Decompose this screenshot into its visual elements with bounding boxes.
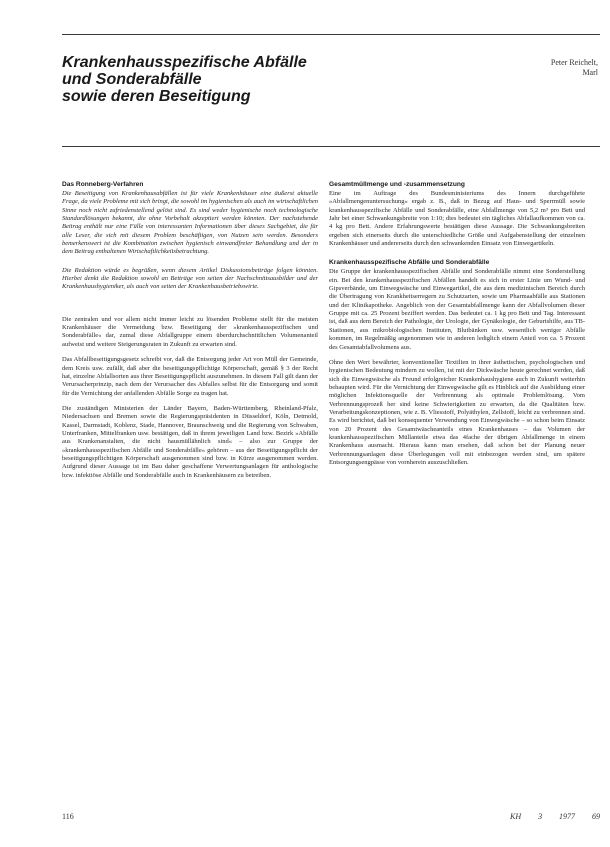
journal-year: 1977 xyxy=(559,812,576,821)
section-heading: Das Ronneberg-Verfahren xyxy=(62,181,144,188)
author-city: Marl xyxy=(582,68,598,77)
title-rule xyxy=(62,146,600,147)
title-line-3: sowie deren Beseitigung xyxy=(62,88,251,105)
editorial-intro-paragraph: Die Beseitigung von Krankenhausabfällen ist für viele Krankenhäuser eine äußerst aktuelle Frage, da viele Probleme mit sich bringt, die sowohl im hygienischen als auch im wirtschaftlichen Sinne noch nicht zufriedenstellend gelöst sind. Es sind weder hygienische noch technologische Standardlösungen bekannt, die ohne Vorbehalt akzeptiert werden könnten. Der nachstehende Beitrag enthält nur eine Fülle von interessanten Informationen über dieses Sachgebiet, die für alle Leser, die sich mit diesem Problem beschäftigen, von Nutzen sein werden. Besonders bemerkenswert ist die Kombination zwischen hygienisch einwandfreier Behandlung und der in dem Beitrag enthaltenen Wirtschaftlichkeitsbetrachtung. xyxy=(62,190,318,256)
body-paragraph: Eine im Auftrage des Bundesministeriums des Innern durchgeführte »Abfallmengenuntersuchung« ergab z. B., daß in Bezug auf Haus- und Sperrmüll sowie krankenhausspezifische Abfälle und Sonderabfälle, eine Abfallmenge von 5,2 m³ pro Bett und Jahr bei einer Schwankungsbreite von 1:10; dies bedeutet ein tägliches Abfallaufkommen von ca. 4 kg pro Bett. Andere Erfahrungswerte bestätigen diese Aussage. Die Schwankungsbreiten ergeben sich einerseits durch die unterschiedliche Größe und Aufgabenstellung der einzelnen Krankenhäuser und andererseits durch den schwankenden Einsatz von Einwegartikeln. xyxy=(329,190,585,248)
body-paragraph: Ohne den Wert bewährter, konventioneller Textilien in ihrer ästhetischen, psychologischen und hygienischen Bedeutung mindern zu wollen, ist mit der Dickwäsche heute gerechnet werden, daß sich die Einwegwäsche als Freund erfolgreicher Krankenhaushygiene auch in Zukunft weiterhin behaupten wird. Für die Vernichtung der Einwegwäsche gilt es Hinblick auf die Ausbildung einer möglichen Infektionsquelle der Verbrennung als optimale Problemlösung. Vom Verbrennungsprozeß her sind keine Schwierigkeiten zu erwarten, da die Qualitäten bzw. Verarbeitungskonzeptionen, wie z. B. Vliesstoff, Polyäthylen, Zellstoff, leicht zu verbrennen sind. Es wird berichtet, daß bei konsequenter Verwendung von Einwegwäsche – so schon beim Einsatz von 20 Prozent des Gesamtwäscheanteils eines Krankenhauses – das Volumen der krankenhausspezifischen Müllanteile etwa das 4fache der übrigen Abfallmenge in einem Krankenhaus ausmacht. Hieraus kann man ersehen, daß schon bei der Planung neuer Verbrennungsanlagen diese Überlegungen voll mit einbezogen werden sind, um spätere Entsorgungsengpässe von vornherein auszuschließen. xyxy=(329,358,585,466)
top-rule xyxy=(62,34,600,35)
title-line-1: Krankenhausspezifische Abfälle xyxy=(62,54,307,71)
body-paragraph: Die zentralen und vor allem nicht immer leicht zu lösenden Probleme stellt für die meisten Krankenhäuser die Vermeidung bzw. Beseitigung der »krankenhausspezifischen und Sonderabfälle« dar, zumal diese Abfallgruppe einem überdurchschnittlichen Volumenanteil aufweist und weitere Steigerungsraten in Zukunft zu erwarten sind. xyxy=(62,315,318,348)
section-heading: Krankenhausspezifische Abfälle und Sonderabfälle xyxy=(329,259,490,267)
author-byline xyxy=(551,58,598,78)
body-paragraph: Die zuständigen Ministerien der Länder Bayern, Baden-Württemberg, Rheinland-Pfalz, Niedersachsen und Bremen sowie die Regierungspräsidenten in Düsseldorf, Köln, Detmold, Kassel, Darmstadt, Koblenz, Stade, Hannover, Braunschweig und die Regierung von Schwaben, Unterfranken, Mittelfranken usw. bestätigen, daß in ihrem jeweiligen Land bzw. Bezirk »Abfälle aus Krankenanstalten, die nicht hausmüllähnlich sind« – also zur Gruppe der »krankenhausspezifischen Abfälle und Sonderabfälle« gehören – aus der Beseitigungspflicht der beseitigungspflichtigen Körperschaft ausgenommen sind bzw. in Kürze ausgenommen werden. Aufgrund dieser Aussage ist im Bau daher geschaffene Verwertungsanlagen für anthologische bzw. infektiöse Abfälle und Sonderabfälle auch in Krankenhäusern zu betreiben. xyxy=(62,404,318,479)
right-column xyxy=(329,180,585,467)
journal-name: KH xyxy=(510,812,522,821)
title-line-2: und Sonderabfälle xyxy=(62,71,202,88)
body-paragraph: Das Abfallbeseitigungsgesetz schreibt vor, daß die Entsorgung jeder Art von Müll der Gemeinde, dem Kreis usw. zufällt, daß aber die beseitigungspflichtige Körperschaft, gemäß § 3 der Recht hat, einzelne Abfallsorten aus ihrer Beseitigungspflicht auszunehmen. In diesem Fall gilt dann der Verursacherprinzip, nach dem der Verursacher des Abfalles selbst für die Entsorgung und somit für die Vernichtung der anfallenden Abfälle Sorge zu tragen hat. xyxy=(62,356,318,397)
left-column xyxy=(62,180,318,480)
editorial-note-paragraph: Die Redaktion würde es begrüßen, wenn diesem Artikel Diskussionsbeiträge folgen könnten. Hierbei denkt die Redaktion sowohl an Beiträge von seiten der Nachschnittsausbilder und der Krankenhaushygieniker, als auch von seiten der Krankenhausbetriebswirte. xyxy=(62,266,318,291)
journal-issue: 3 xyxy=(538,812,543,821)
article-title xyxy=(62,54,462,105)
author-name: Peter Reichelt, xyxy=(550,58,598,67)
journal-footer xyxy=(510,812,600,821)
page-number: 116 xyxy=(62,812,74,821)
section-heading: Gesamtmüllmenge und -zusammensetzung xyxy=(329,181,465,188)
body-paragraph: Die Gruppe der krankenhausspezifischen Abfälle und Sonderabfälle nimmt eine Sonderstellung ein. Bei den krankenhausspezifischen Abfällen handelt es sich in erster Linie um Wund- und Gipsverbände, um Einwegwäsche und Einwegartikel, die aus dem medizinischen Bereich durch die Übertragung von Krankheitserregern zu Schutzarten, sowie um Pharmaabfälle aus Stationen und der Klinikapotheke. Angeblich von der Gesamtabfallmenge kann der Abfallvolumen dieser Gruppe mit ca. 25 Prozent beziffert werden. Das bedeutet ca. 1 kg pro Bett und Tag. Interessant ist, daß aus dem Bereich der Pathologie, der Urologie, der Gynäkologie, der Geburtshilfe, aus TB-Stationen, aus mikrobiologischen Instituten, Blutbänken usw. wesentlich weniger Abfälle kommen, im Regelmäßig angenommen wie in anderen lediglich einem Anteil von ca. 5 Prozent des Gesamtabfallvolumens aus. xyxy=(329,268,585,351)
journal-volume: 69 xyxy=(591,812,600,821)
